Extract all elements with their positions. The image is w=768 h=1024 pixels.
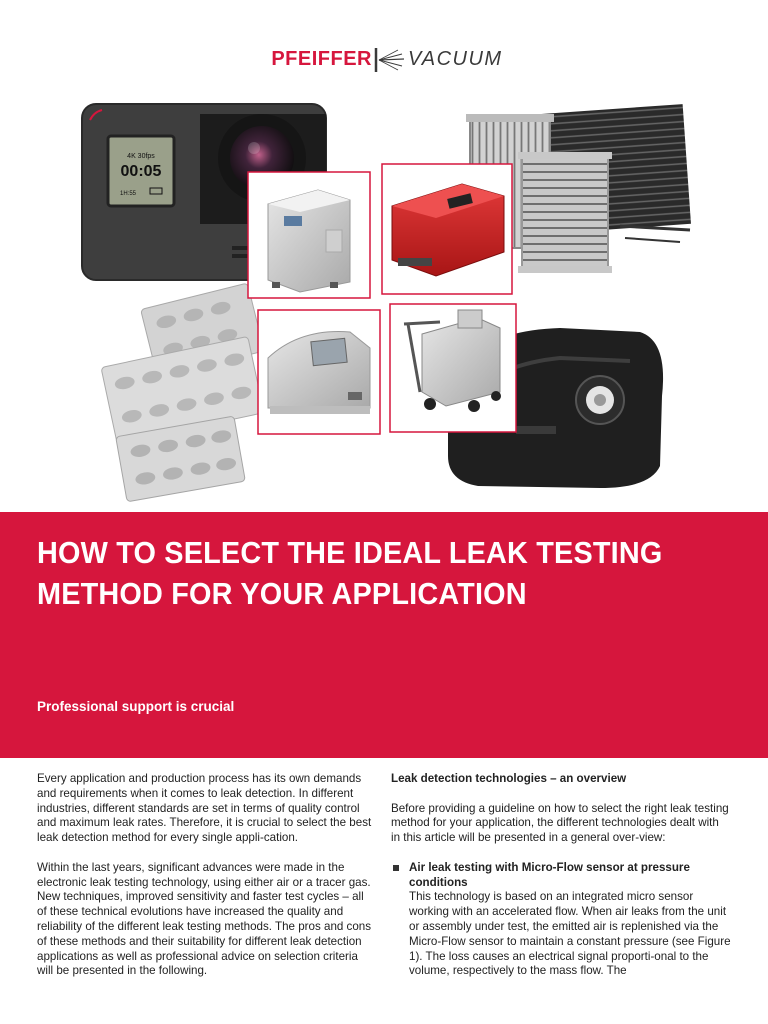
overview-paragraph: Before providing a guideline on how to select the right leak testing method for your application, the different technologies dealt with in this article will be presented in a general over-view:: [391, 801, 729, 845]
framed-leak-detector-photo-4: [390, 304, 516, 432]
logo-text-pfeiffer: PFEIFFER: [271, 48, 372, 70]
collage-illustration: [0, 96, 768, 506]
square-bullet-icon: [393, 865, 399, 871]
intro-paragraph: Every application and production process has its own demands and requirements when it comes to leak detection. In different industries, different standards are set in terms of quality control and maximum leak rates. Therefore, it is crucial to select the best leak detection method for every single appli-cation.: [37, 772, 372, 845]
page-title-line-2: METHOD FOR YOUR APPLICATION: [37, 576, 527, 611]
camera-screen-battery-time: 1H:55: [119, 191, 137, 197]
framed-leak-detector-photo-1: [248, 172, 370, 298]
title-banner: [0, 512, 768, 758]
page-subtitle: Professional support is crucial: [37, 699, 235, 714]
logo-swoosh-icon: [374, 44, 406, 76]
body-column-left: [37, 772, 373, 994]
framed-leak-detector-photo-3: [258, 310, 380, 434]
page-title-line-1: HOW TO SELECT THE IDEAL LEAK TESTING: [37, 535, 663, 570]
body-column-right: [391, 772, 731, 979]
bullet-heading: Air leak testing with Micro-Flow sensor at pressure conditions: [409, 860, 690, 889]
list-item: [391, 861, 731, 979]
logo-text-vacuum: VACUUM: [408, 48, 503, 70]
camera-screen-time: 00:05: [120, 163, 162, 180]
framed-leak-detector-photo-2: [382, 164, 512, 294]
brand-logo: [0, 40, 768, 80]
product-photo-collage: [0, 96, 768, 506]
page-title: [37, 532, 697, 614]
section-heading: Leak detection technologies – an overview: [391, 772, 627, 785]
advances-paragraph: Within the last years, significant advances were made in the electronic leak testing technology, using either air or a tracer gas. New techniques, improved sensitivity and faster test cycles – all of these technical evolutions have increased the quality and reliability of the different leak testing methods. The pros and cons of these methods and their suitability for different leak detection applications as well as professional advice on selection criteria will be presented in the following.: [37, 860, 372, 978]
pill-blister-packs-photo: [101, 283, 264, 502]
camera-screen-mode: 4K 30fps: [127, 153, 155, 160]
bullet-text: This technology is based on an integrated micro sensor working with an accelerated flow. When air leaks from the unit or assembly under test, the emitted air is replenished via the Micro-Flow sensor to maintain a constant pressure (see Figure 1). The loss causes an electrical signal proporti-onal to the volume, respectively to the mass flow. The: [409, 890, 731, 978]
